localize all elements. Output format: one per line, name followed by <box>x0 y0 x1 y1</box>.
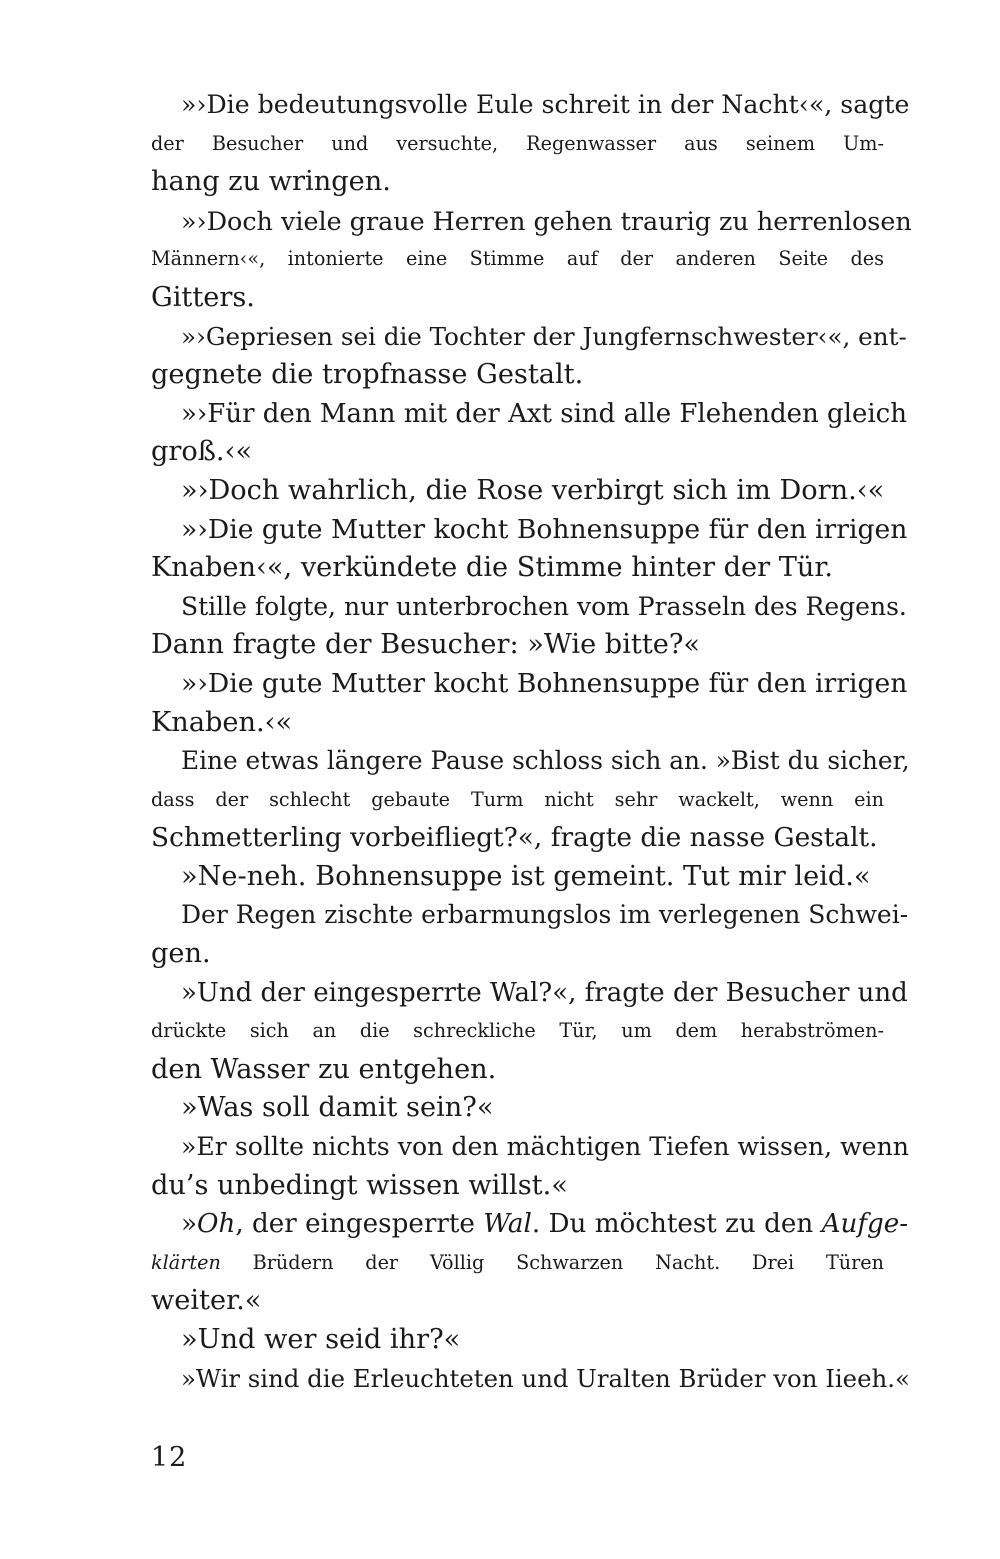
text-line: »Und der eingesperrte Wal?«, fragte der Besucher und <box>181 977 908 1008</box>
text-line: Der Regen zischte erbarmungslos im verlegenen Schwei- <box>181 900 909 930</box>
text-line: gegnete die tropfnasse Gestalt. <box>151 359 584 391</box>
text-line: drückte sich an die schreckliche Tür, um dem herabströmen- <box>151 1019 884 1043</box>
text-fragment-italic: Oh <box>197 1209 236 1240</box>
text-line: dass der schlecht gebaute Turm nicht sehr wackelt, wenn ein <box>151 787 884 811</box>
text-line: »Ne-neh. Bohnensuppe ist gemeint. Tut mir leid.« <box>181 860 871 892</box>
text-line: der Besucher und versuchte, Regenwasser aus seinem Um- <box>151 131 884 155</box>
text-line: gen. <box>151 938 211 970</box>
text-fragment-italic: klärten <box>151 1250 221 1274</box>
text-line: Eine etwas längere Pause schloss sich an. »Bist du sicher, <box>181 746 910 776</box>
text-line: »›Doch viele graue Herren gehen traurig zu herrenlosen <box>181 205 912 236</box>
body-text <box>151 86 912 1398</box>
text-line: den Wasser zu entgehen. <box>151 1053 497 1085</box>
text-fragment: » <box>181 1209 198 1240</box>
text-line: Schmetterling vorbeifliegt?«, fragte die nasse Gestalt. <box>151 822 878 854</box>
text-line: »Und wer seid ihr?« <box>181 1324 461 1355</box>
text-line: »›Für den Mann mit der Axt sind alle Flehenden gleich <box>181 398 907 429</box>
text-line: Knaben‹«, verkündete die Stimme hinter der Tür. <box>151 552 834 584</box>
text-fragment: , der eingesperrte <box>235 1209 484 1240</box>
text-line: »Wir sind die Erleuchteten und Uralten Brüder von Iieeh.« <box>181 1363 910 1393</box>
text-line: du’s unbedingt wissen willst.« <box>151 1169 568 1201</box>
text-line: groß.‹« <box>151 436 253 468</box>
text-line: Dann fragte der Besucher: »Wie bitte?« <box>151 629 701 661</box>
text-line-italic-mixed <box>151 1244 884 1283</box>
page-number: 12 <box>151 1442 188 1473</box>
text-line: »›Doch wahrlich, die Rose verbirgt sich im Dorn.‹« <box>181 474 885 506</box>
text-line: Knaben.‹« <box>151 706 293 738</box>
text-line: Gitters. <box>151 281 255 313</box>
text-line: Stille folgte, nur unterbrochen vom Prasseln des Regens. <box>181 591 907 621</box>
text-fragment-italic: Wal <box>483 1209 532 1240</box>
text-line: weiter.« <box>151 1285 262 1317</box>
text-line: »›Gepriesen sei die Tochter der Jungfernschwester‹«, ent- <box>181 321 907 351</box>
text-line-italic-mixed <box>151 1205 909 1244</box>
text-line: hang zu wringen. <box>151 166 391 198</box>
text-line: »›Die bedeutungsvolle Eule schreit in der Nacht‹«, sagte <box>181 90 910 119</box>
text-line: Männern‹«, intonierte eine Stimme auf der anderen Seite des <box>151 247 884 271</box>
text-line: »›Die gute Mutter kocht Bohnensuppe für den irrigen <box>181 513 908 545</box>
text-fragment: Brüdern der Völlig Schwarzen Nacht. Drei Türen <box>220 1250 884 1274</box>
text-fragment-italic: Aufge- <box>821 1209 909 1240</box>
text-fragment: . Du möchtest zu den <box>531 1209 822 1240</box>
text-line: »›Die gute Mutter kocht Bohnensuppe für den irrigen <box>181 667 908 699</box>
text-line: »Er sollte nichts von den mächtigen Tiefen wissen, wenn <box>181 1132 910 1162</box>
text-line: »Was soll damit sein?« <box>181 1092 494 1124</box>
